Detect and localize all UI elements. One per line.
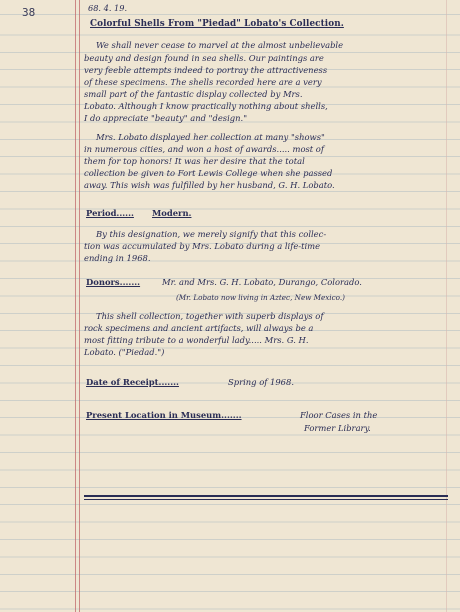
para1-line-2: beauty and design found in sea shells. Our paintings are <box>84 53 324 63</box>
para1-line-7: I do appreciate "beauty" and "design." <box>84 113 248 123</box>
para1-line-5: small part of the fantastic display collected by Mrs. <box>84 89 303 99</box>
closing-rule <box>84 495 448 497</box>
margin-line-left-inner <box>79 0 80 612</box>
para2-line-4: collection be given to Fort Lewis College when she passed <box>84 168 333 178</box>
para3-line-3: ending in 1968. <box>84 253 151 263</box>
para4-line-1: This shell collection, together with superb displays of <box>96 311 324 321</box>
para4-line-3: most fitting tribute to a wonderful lady..... Mrs. G. H. <box>84 335 309 345</box>
receipt-label: Date of Receipt....... <box>86 377 179 387</box>
margin-line-right <box>446 0 447 612</box>
entry-title: Colorful Shells From "Piedad" Lobato's Collection. <box>90 19 344 29</box>
margin-line-left <box>75 0 76 612</box>
para1-line-1: We shall never cease to marvel at the almost unbelievable <box>96 40 344 50</box>
para1-line-4: of these specimens. The shells recorded here are a very <box>84 77 322 87</box>
donors-label: Donors....... <box>86 277 141 287</box>
catalog-number: 68. 4. 19. <box>88 3 128 13</box>
para4-line-2: rock specimens and ancient artifacts, will always be a <box>84 323 314 333</box>
receipt-value: Spring of 1968. <box>228 377 294 387</box>
para1-line-3: very feeble attempts indeed to portray the attractiveness <box>84 65 328 75</box>
period-value: Modern. <box>152 208 192 218</box>
donors-value: Mr. and Mrs. G. H. Lobato, Durango, Colorado. <box>162 277 362 287</box>
para1-line-6: Lobato. Although I know practically nothing about shells, <box>84 101 328 111</box>
location-value-2: Former Library. <box>304 423 371 433</box>
para3-line-1: By this designation, we merely signify that this collec- <box>96 229 327 239</box>
para2-line-2: in numerous cities, and won a host of awards..... most of <box>84 144 324 154</box>
location-label: Present Location in Museum....... <box>86 410 242 420</box>
page-number: 38 <box>22 6 36 19</box>
para2-line-3: them for top honors! It was her desire that the total <box>84 156 305 166</box>
para2-line-5: away. This wish was fulfilled by her husband, G. H. Lobato. <box>84 180 335 190</box>
location-value: Floor Cases in the <box>300 410 378 420</box>
period-label: Period...... <box>86 208 134 218</box>
para2-line-1: Mrs. Lobato displayed her collection at many "shows" <box>96 132 325 142</box>
para4-line-4: Lobato. ("Piedad.") <box>84 347 165 357</box>
donors-note: (Mr. Lobato now living in Aztec, New Mexico.) <box>176 293 345 302</box>
para3-line-2: tion was accumulated by Mrs. Lobato during a life-time <box>84 241 321 251</box>
closing-rule-thin <box>84 499 448 500</box>
